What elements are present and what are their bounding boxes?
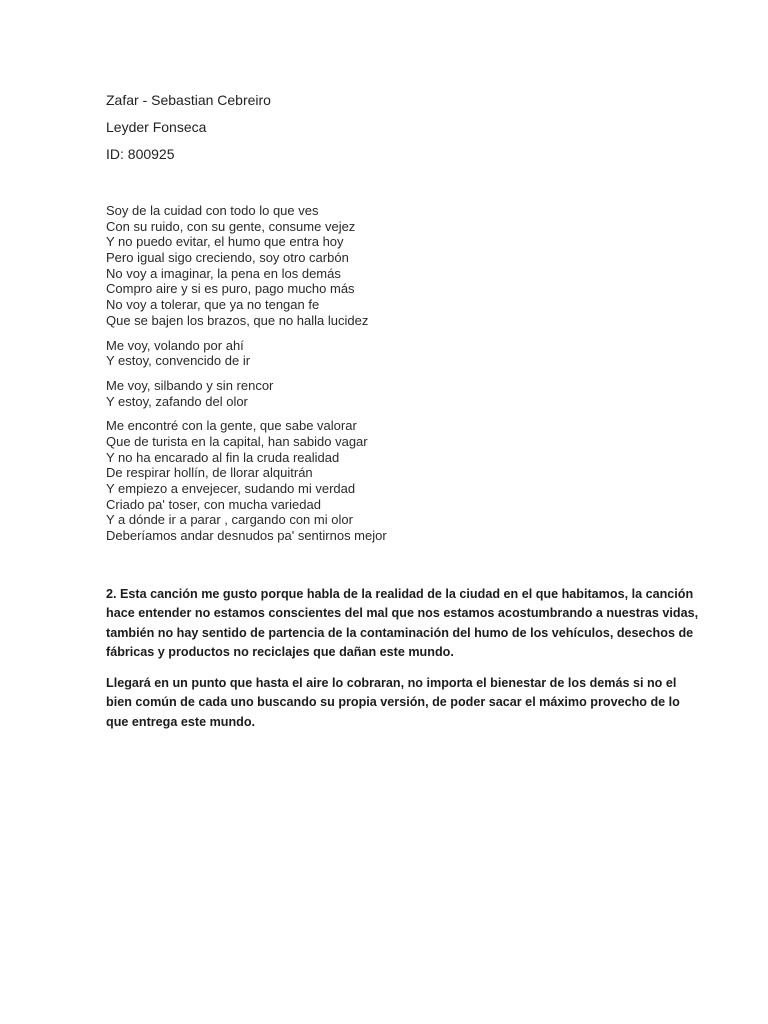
essay-line: bien común de cada uno buscando su propia versión, de poder sacar el máximo provecho de lo <box>106 695 680 710</box>
lyric-line: Me voy, volando por ahí <box>106 337 244 353</box>
student-id: ID: 800925 <box>106 146 175 162</box>
lyrics-stanza <box>106 378 706 409</box>
lyric-line: Con su ruido, con su gente, consume vejez <box>106 218 356 234</box>
lyric-line: Pero igual sigo creciendo, soy otro carbón <box>106 250 349 266</box>
lyric-line: Y no ha encarado al fin la cruda realidad <box>106 449 340 465</box>
lyric-line: Que de turista en la capital, han sabido vagar <box>106 433 368 449</box>
song-title: Zafar - Sebastian Cebreiro <box>106 92 271 108</box>
essay-paragraph <box>106 674 680 732</box>
lyric-line: Y estoy, convencido de ir <box>106 353 251 369</box>
essay-line: Llegará en un punto que hasta el aire lo cobraran, no importa el bienestar de los demás si no el <box>106 676 677 691</box>
author-name: Leyder Fonseca <box>106 119 207 135</box>
lyric-line: Y estoy, zafando del olor <box>106 393 248 409</box>
lyric-line: Y no puedo evitar, el humo que entra hoy <box>106 234 344 250</box>
lyrics-stanza <box>106 338 706 369</box>
song-lyrics <box>106 203 706 553</box>
lyric-line: De respirar hollín, de llorar alquitrán <box>106 465 313 481</box>
lyrics-stanza <box>106 418 706 544</box>
lyric-line: Compro aire y si es puro, pago mucho más <box>106 281 355 297</box>
lyric-line: Y empiezo a envejecer, sudando mi verdad <box>106 481 356 496</box>
essay-line: también no hay sentido de partencia de la contaminación del humo de los vehículos, desechos de <box>106 625 694 640</box>
lyrics-stanza <box>106 203 706 329</box>
lyric-line: Deberíamos andar desnudos pa' sentirnos mejor <box>106 528 387 544</box>
essay-line: hace entender no estamos conscientes del mal que nos estamos acostumbrando a nuestras vidas, <box>106 606 699 621</box>
document-header <box>106 90 271 171</box>
essay-line: fábricas y productos no reciclajes que dañan este mundo. <box>106 644 454 659</box>
essay-line: 2. Esta canción me gusto porque habla de la realidad de la ciudad en el que habitamos, la canción <box>106 587 694 601</box>
lyric-line: No voy a tolerar, que ya no tengan fe <box>106 297 320 313</box>
lyric-line: Me encontré con la gente, que sabe valorar <box>106 418 357 434</box>
lyric-line: Y a dónde ir a parar , cargando con mi olor <box>106 512 353 528</box>
lyric-line: Criado pa' toser, con mucha variedad <box>106 496 321 512</box>
lyric-line: Soy de la cuidad con todo lo que ves <box>106 203 319 218</box>
essay-answer <box>106 585 699 744</box>
essay-line: que entrega este mundo. <box>106 714 256 729</box>
lyric-line: Me voy, silbando y sin rencor <box>106 377 274 393</box>
lyric-line: Que se bajen los brazos, que no halla lucidez <box>106 312 369 328</box>
lyric-line: No voy a imaginar, la pena en los demás <box>106 265 341 281</box>
essay-paragraph <box>106 585 699 662</box>
